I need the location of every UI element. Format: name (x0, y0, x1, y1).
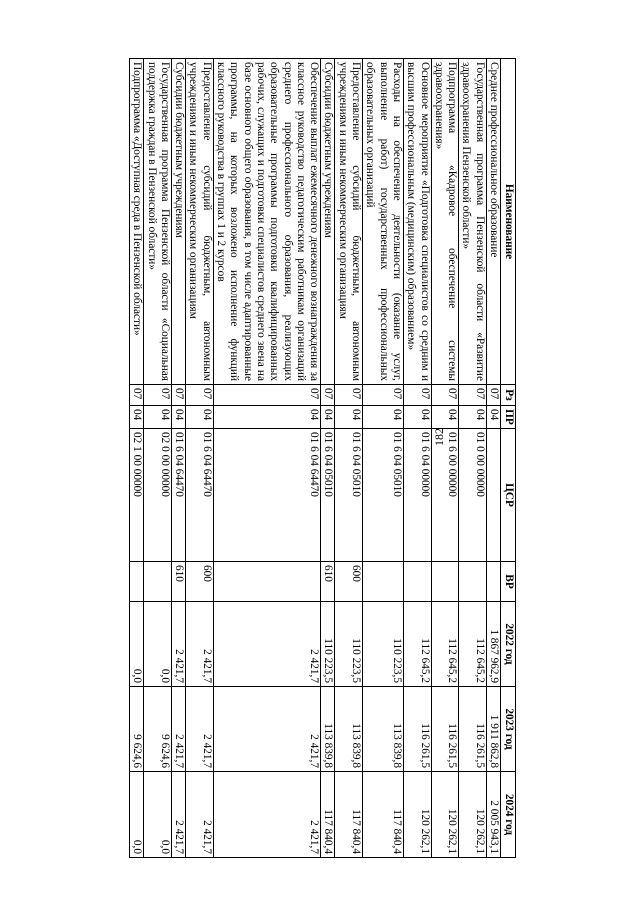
row-name-cell: Предоставление субсидий бюджетным, автономным учреждениям и иным некоммерческим организациям (335, 59, 363, 385)
row-2022-cell: 2 421,7 (213, 602, 320, 687)
row-2023-cell: 2 421,7 (186, 687, 214, 772)
row-2024-cell: 2 421,7 (186, 772, 214, 858)
row-name-cell: Субсидии бюджетным учреждениям (321, 59, 335, 385)
row-2022-cell: 112 645,2 (403, 602, 431, 687)
table-row (403, 59, 431, 858)
row-pr-cell: 04 (213, 406, 320, 429)
budget-table-container (92, 58, 516, 857)
row-2023-cell: 1 911 862,8 (486, 687, 500, 772)
row-pr-cell: 04 (171, 406, 185, 429)
row-csr-cell: 02 1 00 00000 (129, 429, 143, 562)
row-csr-cell: 01 6 04 05010 (363, 429, 404, 562)
row-csr-cell (486, 429, 500, 562)
budget-table (129, 58, 516, 858)
row-2023-cell: 116 261,5 (403, 687, 431, 772)
row-csr-cell: 01 6 04 64470 (186, 429, 214, 562)
row-name-cell: Основное мероприятие «Подготовка специалистов со средним и высшим профессиональным (медицинским) образованием» (403, 59, 431, 385)
row-name-cell: Государственная программа Пензенской области «Развитие здравоохранения Пензенской области» (459, 59, 487, 385)
table-row (486, 59, 500, 858)
row-2023-cell: 113 839,8 (321, 687, 335, 772)
row-2023-cell: 116 261,5 (459, 687, 487, 772)
row-2024-cell: 120 262,1 (459, 772, 487, 858)
row-rz-cell: 07 (403, 385, 431, 406)
row-pr-cell: 04 (129, 406, 143, 429)
row-vr-cell (363, 562, 404, 602)
table-row (335, 59, 363, 858)
table-row (363, 59, 404, 858)
row-2023-cell: 2 421,7 (213, 687, 320, 772)
row-vr-cell: 610 (171, 562, 185, 602)
row-vr-cell (431, 562, 459, 602)
row-pr-cell: 04 (186, 406, 214, 429)
row-rz-cell: 07 (129, 385, 143, 406)
row-2023-cell: 9 624,6 (129, 687, 143, 772)
table-row (321, 59, 335, 858)
row-name-cell: Субсидии бюджетным учреждениям (171, 59, 185, 385)
row-csr-cell: 01 6 04 05010 (321, 429, 335, 562)
row-2024-cell: 117 840,4 (335, 772, 363, 858)
row-vr-cell (144, 562, 172, 602)
row-2024-cell: 117 840,4 (363, 772, 404, 858)
row-2024-cell: 117 840,4 (321, 772, 335, 858)
row-2022-cell: 110 223,5 (335, 602, 363, 687)
row-2022-cell: 1 867 962,9 (486, 602, 500, 687)
header-name: Наименование (501, 59, 516, 385)
row-rz-cell: 07 (171, 385, 185, 406)
table-row (213, 59, 320, 858)
row-rz-cell: 07 (335, 385, 363, 406)
row-pr-cell: 04 (335, 406, 363, 429)
page-number: 182 (432, 428, 446, 446)
row-pr-cell: 04 (431, 406, 459, 429)
row-2024-cell: 2 005 943,1 (486, 772, 500, 858)
row-rz-cell: 07 (186, 385, 214, 406)
row-2022-cell: 112 645,2 (431, 602, 459, 687)
row-name-cell: Расходы на обеспечение деятельности (оказание услуг, выполнение работ) государственных профессиональных образовательных организаций (363, 59, 404, 385)
row-vr-cell: 600 (335, 562, 363, 602)
row-2023-cell: 113 839,8 (363, 687, 404, 772)
table-row (171, 59, 185, 858)
row-rz-cell: 07 (321, 385, 335, 406)
table-header-row (501, 59, 516, 858)
row-vr-cell (129, 562, 143, 602)
table-row (431, 59, 459, 858)
table-row (459, 59, 487, 858)
header-rz: Рз (501, 385, 516, 406)
row-2022-cell: 110 223,5 (321, 602, 335, 687)
table-row (129, 59, 143, 858)
row-rz-cell: 07 (363, 385, 404, 406)
row-pr-cell: 04 (321, 406, 335, 429)
row-2022-cell: 2 421,7 (186, 602, 214, 687)
row-2024-cell: 2 421,7 (213, 772, 320, 858)
row-pr-cell: 04 (403, 406, 431, 429)
row-vr-cell (403, 562, 431, 602)
row-vr-cell: 610 (321, 562, 335, 602)
row-name-cell: Государственная программа Пензенской области «Социальная поддержка граждан в Пензенской области» (144, 59, 172, 385)
row-csr-cell: 02 0 00 00000 (144, 429, 172, 562)
row-rz-cell: 07 (486, 385, 500, 406)
header-2022: 2022 год (501, 602, 516, 687)
row-2022-cell: 110 223,5 (363, 602, 404, 687)
header-csr: ЦСР (501, 429, 516, 562)
row-csr-cell: 01 6 04 64470 (171, 429, 185, 562)
row-csr-cell: 01 6 00 00000 (431, 429, 459, 562)
row-csr-cell: 01 6 04 05010 (335, 429, 363, 562)
row-name-cell: Среднее профессиональное образование (486, 59, 500, 385)
row-2023-cell: 2 421,7 (171, 687, 185, 772)
table-row (144, 59, 172, 858)
row-vr-cell (459, 562, 487, 602)
row-2024-cell: 2 421,7 (171, 772, 185, 858)
header-2024: 2024 год (501, 772, 516, 858)
row-csr-cell: 01 6 04 00000 (403, 429, 431, 562)
row-2024-cell: 120 262,1 (431, 772, 459, 858)
row-pr-cell: 04 (459, 406, 487, 429)
row-rz-cell: 07 (213, 385, 320, 406)
row-pr-cell: 04 (363, 406, 404, 429)
row-name-cell: Подпрограмма «Кадровое обеспечение системы здравоохранения» (431, 59, 459, 385)
row-2024-cell: 0,0 (129, 772, 143, 858)
row-pr-cell: 04 (144, 406, 172, 429)
row-vr-cell (213, 562, 320, 602)
row-2022-cell: 0,0 (129, 602, 143, 687)
row-2024-cell: 120 262,1 (403, 772, 431, 858)
row-name-cell: Подпрограмма «Доступная среда в Пензенской области» (129, 59, 143, 385)
row-2022-cell: 2 421,7 (171, 602, 185, 687)
row-rz-cell: 07 (431, 385, 459, 406)
row-2023-cell: 116 261,5 (431, 687, 459, 772)
row-2023-cell: 9 624,6 (144, 687, 172, 772)
table-body (129, 59, 500, 858)
row-rz-cell: 07 (144, 385, 172, 406)
row-csr-cell: 01 0 00 00000 (459, 429, 487, 562)
table-row (186, 59, 214, 858)
header-2023: 2023 год (501, 687, 516, 772)
row-name-cell: Предоставление субсидий бюджетным, автономным учреждениям и иным некоммерческим организациям (186, 59, 214, 385)
header-pr: ПР (501, 406, 516, 429)
row-2022-cell: 0,0 (144, 602, 172, 687)
row-rz-cell: 07 (459, 385, 487, 406)
row-csr-cell: 01 6 04 64470 (213, 429, 320, 562)
row-pr-cell: 04 (486, 406, 500, 429)
header-vr: ВР (501, 562, 516, 602)
row-name-cell: Обеспечение выплат ежемесячного денежного вознаграждения за классное руководство педагогическим работникам организаций среднего профессионального образования, реализующих образовательные программы подготовки квалифицированных рабочих, служащих и подготовки специалистов среднего звена на базе основного общего образования, в том числе адаптированные программы, на которых возложено исполнение функций классного руководства в группах 1 и 2 курсов (213, 59, 320, 385)
row-2022-cell: 112 645,2 (459, 602, 487, 687)
row-vr-cell (486, 562, 500, 602)
row-2023-cell: 113 839,8 (335, 687, 363, 772)
row-vr-cell: 600 (186, 562, 214, 602)
row-2024-cell: 0,0 (144, 772, 172, 858)
